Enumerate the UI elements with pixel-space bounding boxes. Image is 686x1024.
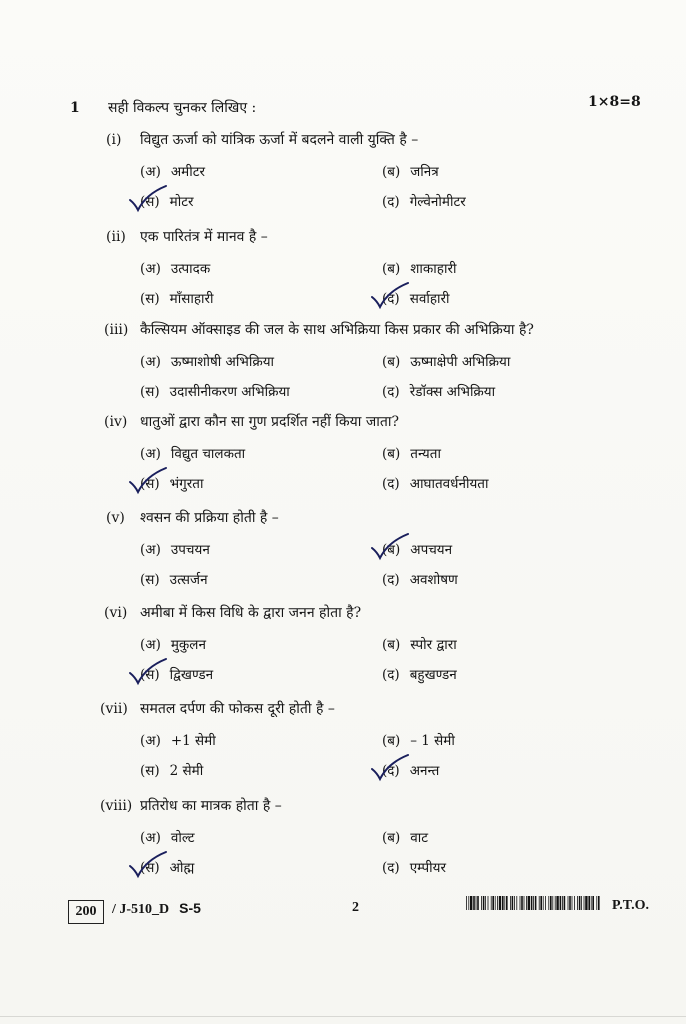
option-4-3 — [140, 474, 203, 492]
option-label: (ब) — [382, 354, 401, 370]
page-bottom-edge — [0, 1016, 686, 1017]
option-5-4 — [382, 570, 458, 588]
option-5-3 — [140, 570, 208, 588]
option-3-3 — [140, 382, 290, 400]
paper-code — [112, 900, 201, 918]
option-6-3 — [140, 665, 213, 683]
option-text: उत्पादक — [170, 261, 211, 277]
option-label: (द) — [382, 384, 400, 400]
option-8-1 — [140, 828, 195, 846]
option-text: 2 सेमी — [169, 763, 204, 779]
option-text: द्विखण्डन — [169, 667, 214, 683]
question-3 — [104, 320, 534, 339]
question-number: 1 — [70, 100, 80, 116]
option-label: (स) — [140, 194, 160, 210]
option-7-3 — [140, 761, 203, 779]
question-number-label: (v) — [106, 510, 125, 526]
option-1-2 — [382, 162, 439, 180]
option-6-4 — [382, 665, 457, 683]
option-text: अनन्त — [409, 763, 440, 779]
option-7-2 — [382, 731, 455, 749]
barcode-icon — [466, 896, 602, 910]
question-number-label: (ii) — [106, 229, 126, 245]
option-text: रेडॉक्स अभिक्रिया — [409, 384, 496, 400]
option-2-4 — [382, 289, 450, 307]
option-text: उत्सर्जन — [169, 572, 208, 588]
option-text: – 1 सेमी — [410, 733, 455, 749]
option-text: तन्यता — [410, 446, 441, 462]
question-text: विद्युत ऊर्जा को यांत्रिक ऊर्जा में बदलने वाली युक्ति है – — [140, 132, 419, 148]
option-label: (द) — [382, 860, 400, 876]
option-label: (ब) — [382, 637, 401, 653]
option-text: माँसाहारी — [169, 291, 214, 307]
option-6-2 — [382, 635, 457, 653]
option-text: ऊष्माक्षेपी अभिक्रिया — [410, 354, 511, 370]
question-text: एक पारितंत्र में मानव है – — [140, 229, 268, 245]
option-label: (स) — [140, 572, 160, 588]
option-text: आघातवर्धनीयता — [409, 476, 489, 492]
option-text: अमीटर — [170, 164, 206, 180]
option-text: मोटर — [169, 194, 194, 210]
pto-label: P.T.O. — [612, 898, 649, 913]
option-label: (द) — [382, 572, 400, 588]
option-text: भंगुरता — [169, 476, 204, 492]
option-label: (अ) — [140, 733, 161, 749]
option-label: (स) — [140, 291, 160, 307]
option-text: उदासीनीकरण अभिक्रिया — [169, 384, 290, 400]
option-label: (द) — [382, 763, 400, 779]
option-label: (स) — [140, 384, 160, 400]
option-label: (अ) — [140, 261, 161, 277]
option-label: (द) — [382, 667, 400, 683]
paper-code-text: / J-510_D — [112, 902, 170, 917]
option-label: (अ) — [140, 354, 161, 370]
option-4-2 — [382, 444, 441, 462]
option-label: (ब) — [382, 733, 401, 749]
option-label: (स) — [140, 667, 160, 683]
option-label: (ब) — [382, 830, 401, 846]
option-label: (ब) — [382, 164, 401, 180]
option-text: वोल्ट — [170, 830, 195, 846]
option-label: (ब) — [382, 261, 401, 277]
option-8-2 — [382, 828, 428, 846]
option-3-1 — [140, 352, 274, 370]
question-text: प्रतिरोध का मात्रक होता है – — [140, 798, 282, 814]
option-1-1 — [140, 162, 205, 180]
option-text: गेल्वेनोमीटर — [409, 194, 466, 210]
option-label: (अ) — [140, 164, 161, 180]
option-2-2 — [382, 259, 456, 277]
option-2-3 — [140, 289, 214, 307]
question-number-label: (i) — [106, 132, 122, 148]
option-text: ऊष्माशोषी अभिक्रिया — [170, 354, 275, 370]
option-label: (अ) — [140, 830, 161, 846]
question-number-label: (vii) — [100, 701, 128, 717]
question-number-label: (iv) — [104, 414, 128, 430]
option-text: जनित्र — [410, 164, 439, 180]
question-text: समतल दर्पण की फोकस दूरी होती है – — [140, 701, 335, 717]
option-3-4 — [382, 382, 495, 400]
option-3-2 — [382, 352, 510, 370]
option-label: (स) — [140, 476, 160, 492]
question-2 — [106, 227, 268, 246]
option-5-2 — [382, 540, 452, 558]
question-5 — [106, 508, 279, 527]
option-label: (द) — [382, 476, 400, 492]
option-text: स्पोर द्वारा — [410, 637, 457, 653]
option-4-4 — [382, 474, 489, 492]
question-number-label: (viii) — [100, 798, 133, 814]
question-1 — [106, 130, 418, 149]
option-6-1 — [140, 635, 206, 653]
option-2-1 — [140, 259, 210, 277]
option-label: (स) — [140, 763, 160, 779]
page-number: 2 — [352, 900, 359, 915]
option-1-3 — [140, 192, 194, 210]
option-label: (स) — [140, 860, 160, 876]
option-4-1 — [140, 444, 245, 462]
option-text: +1 सेमी — [170, 733, 216, 749]
question-8 — [100, 796, 282, 815]
instruction: सही विकल्प चुनकर लिखिए : — [108, 100, 257, 116]
question-number-label: (iii) — [104, 322, 129, 338]
option-1-4 — [382, 192, 466, 210]
option-label: (ब) — [382, 446, 401, 462]
option-label: (द) — [382, 291, 400, 307]
option-text: वाट — [410, 830, 429, 846]
option-text: विद्युत चालकता — [170, 446, 246, 462]
option-5-1 — [140, 540, 210, 558]
option-text: उपचयन — [170, 542, 210, 558]
option-7-1 — [140, 731, 216, 749]
question-text: अमीबा में किस विधि के द्वारा जनन होता है? — [140, 605, 362, 621]
option-label: (अ) — [140, 637, 161, 653]
option-7-4 — [382, 761, 439, 779]
option-8-3 — [140, 858, 194, 876]
question-text: धातुओं द्वारा कौन सा गुण प्रदर्शित नहीं किया जाता? — [140, 414, 400, 430]
question-text: कैल्सियम ऑक्साइड की जल के साथ अभिक्रिया किस प्रकार की अभिक्रिया है? — [140, 322, 534, 338]
question-number-label: (vi) — [104, 605, 128, 621]
option-text: शाकाहारी — [410, 261, 457, 277]
option-text: मुकुलन — [170, 637, 206, 653]
question-6 — [104, 603, 361, 622]
question-7 — [100, 699, 335, 718]
roll-box: 200 — [68, 900, 104, 924]
option-text: सर्वाहारी — [409, 291, 450, 307]
marks-label: 1×8=8 — [588, 94, 641, 110]
option-text: अपचयन — [410, 542, 453, 558]
option-text: ओह्म — [169, 860, 195, 876]
option-label: (द) — [382, 194, 400, 210]
option-8-4 — [382, 858, 446, 876]
option-label: (अ) — [140, 542, 161, 558]
option-label: (अ) — [140, 446, 161, 462]
option-label: (ब) — [382, 542, 401, 558]
option-text: अवशोषण — [409, 572, 458, 588]
question-text: श्वसन की प्रक्रिया होती है – — [140, 510, 279, 526]
question-4 — [104, 412, 399, 431]
option-text: बहुखण्डन — [409, 667, 457, 683]
option-text: एम्पीयर — [409, 860, 446, 876]
series-code: S-5 — [179, 900, 201, 916]
